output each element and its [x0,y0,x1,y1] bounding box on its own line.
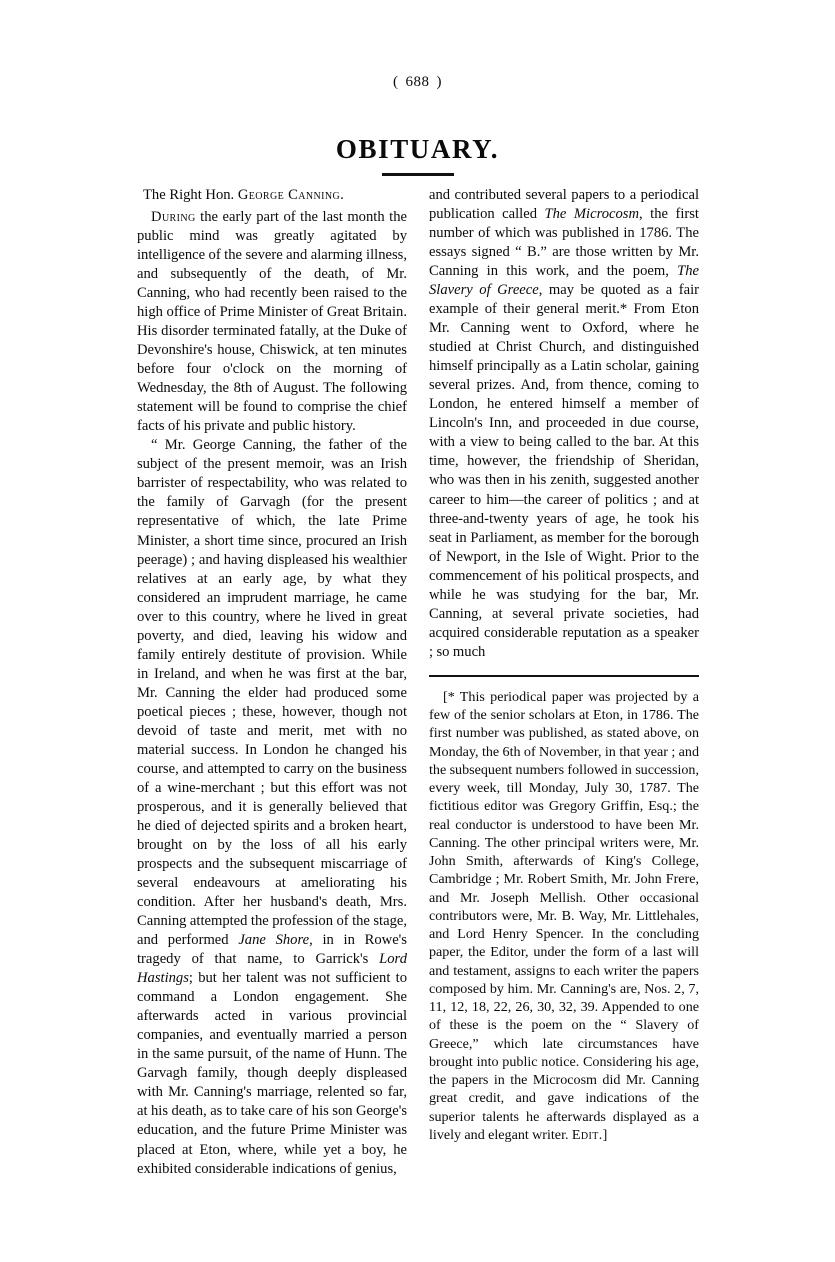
memoir-text-c: ; but her talent was not sufficient to command a London engagement. She afterwards acted in various provincial companies, and eventually married a person in the same pursuit, of the name of Hunn. The Garvagh family, though deeply displeased with Mr. Canning's marriage, relented so far, at his death, as to take care of his son George's education, and the future Prime Minister was placed at Eton, where, while yet a boy, he exhibited considerable indications of genius, [137,970,407,1177]
poem-title-slavery-of-greece: The Slavery of Greece [429,263,699,299]
paragraph-opening-text: the early part of the last month the public mind was greatly agitated by intelligence of the severe and alarming illness, and subsequently of the death, of Mr. Canning, who had recently been raised to the high office of Prime Minister of Great Britain. His disorder terminated fatally, at the Duke of Devonshire's house, Chiswick, at ten minutes before four o'clock on the morning of Wednesday, the 8th of August. The following statement will be found to comprise the chief facts of his private and public history. [137,208,407,435]
role-title-lord-hastings: Lord Hastings [137,951,407,987]
folio-open-paren: ( [393,74,399,90]
article-subheading [137,186,407,205]
memoir-text-b: , in in Rowe's tragedy of that name, to Garrick's [137,932,407,968]
folio-number: 688 [405,74,430,90]
subheading-prefix: The Right Hon. [143,187,238,203]
publication-title-microcosm: The Microcosm [544,206,640,223]
continued-text-b: , the first number of which was published in 1786. The essays signed “ B.” are those written by Mr. Canning in this work, and the poem, [429,206,699,280]
editor-footnote [429,688,699,1144]
page-title: OBITUARY. [335,134,500,164]
footnote-signature: Edit. [571,1126,603,1143]
page-folio [0,74,835,91]
paragraph-opening [137,208,407,436]
continued-text-a: and contributed several papers to a periodical publication called [429,187,699,223]
title-divider [382,173,454,176]
subheading-name: George Canning. [237,187,345,203]
continued-text-c: , may be quoted as a fair example of their general merit.* From Eton Mr. Canning went to Oxford, where he studied at Christ Church, and distinguished himself principally as a Latin scholar, gaining several prizes. And, from thence, coming to London, he entered himself a member of Lincoln's Inn, and proceeded in due course, with a view to being called to the bar. At this time, however, the friendship of Sheridan, who was then in his zenith, suggested another career to him—the career of politics ; and at three-and-twenty years of age, he took his seat in Parliament, as member for the borough of Newport, in the Isle of Wight. Prior to the commencement of his political prospects, and while he was studying for the bar, Mr. Canning, at several private societies, had acquired considerable reputation as a speaker ; so much [429,282,699,660]
left-column [137,186,407,1179]
right-column [429,186,699,1179]
two-column-body [137,186,700,1179]
play-title-jane-shore: Jane Shore [238,932,310,949]
footnote-text: [* This periodical paper was projected by a few of the senior scholars at Eton, in 1786. The first number was published, as stated above, on Monday, the 6th of November, in that year ; and the subsequent numbers followed in succession, every week, till Monday, July 30, 1787. The fictitious editor was Gregory Griffin, Esq.; the real conductor is understood to have been Mr. Canning. The other principal writers were, Mr. John Smith, afterwards of King's College, Cambridge ; Mr. Robert Smith, Mr. John Frere, and Mr. Joseph Mellish. Other occasional contributors were, Mr. B. Way, Mr. Littlehales, and Lord Henry Spencer. In the concluding paper, the Editor, under the form of a last will and testament, assigns to each writer the papers composed by him. Mr. Canning's are, Nos. 2, 7, 11, 12, 18, 22, 26, 30, 32, 39. Appended to one of these is the poem on the “ Slavery of Greece,” which late circumstances have brought into public notice. Considering his age, the papers in the Microcosm did Mr. Canning great credit, and gave indications of the superior talents he afterwards displayed as a lively and elegant writer. [429,688,699,1143]
folio-close-paren: ) [436,74,442,90]
footnote-divider [429,675,699,677]
memoir-text-a: “ Mr. George Canning, the father of the subject of the present memoir, was an Irish barrister of respectability, who was related to the family of Garvagh (for the present representative of which, the late Prime Minister, a short time since, procured an Irish peerage) ; and having displeased his wealthier relatives at an early age, by what they considered an imprudent marriage, he came over to this country, where he lived in great poverty, and died, leaving his widow and family entirely destitute of provision. While in Ireland, and when he was first at the bar, Mr. Canning the elder had produced some poetical pieces ; these, however, though not devoid of taste and merit, met with no material success. In London he changed his course, and attempted to carry on the business of a wine-merchant ; but this effort was not prosperous, and it is generally believed that he died of dejected spirits and a broken heart, brought on by the loss of all his early prospects and the subsequent miscarriage of several endeavours at ameliorating his condition. After her husband's death, Mrs. Canning attempted the profession of the stage, and performed [137,437,407,949]
paragraph-memoir [137,436,407,1178]
paragraph-continued [429,186,699,662]
paragraph-dropcap: During [151,208,196,225]
footnote-closing-bracket: ] [602,1126,608,1143]
